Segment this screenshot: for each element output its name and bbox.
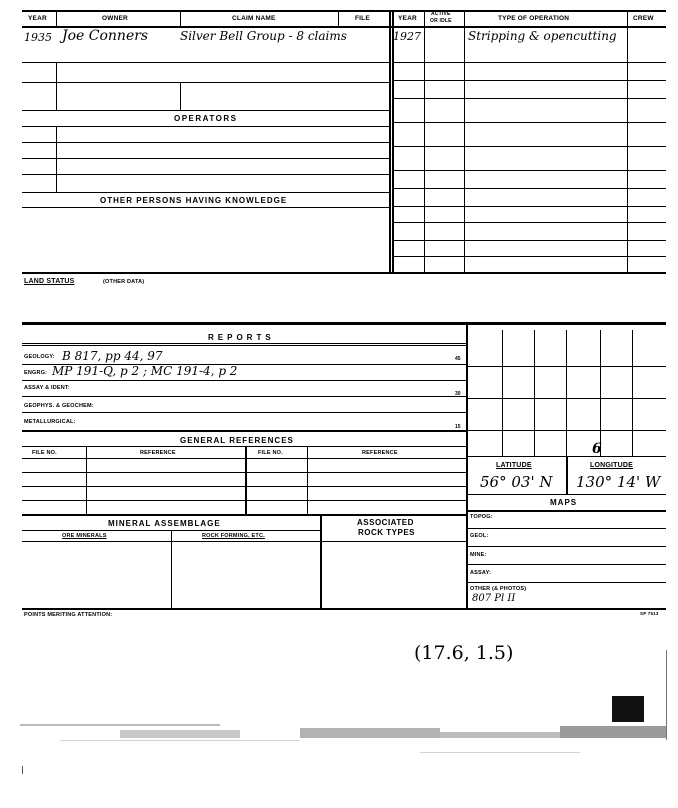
header-year-2: YEAR xyxy=(398,15,417,22)
report-engrg-label: ENGRG: xyxy=(24,370,48,376)
longitude-label: LONGITUDE xyxy=(590,462,634,469)
maps-geol: GEOL: xyxy=(470,533,489,539)
associated-rock-types-1: ASSOCIATED xyxy=(357,518,414,527)
header-file: FILE xyxy=(355,15,370,22)
other-persons-title: OTHER PERSONS HAVING KNOWLEDGE xyxy=(100,196,288,205)
form-number: SP 7513 xyxy=(640,611,659,616)
ref-header-file-no-2: FILE NO. xyxy=(258,450,283,456)
entry-owner: Joe Conners xyxy=(62,28,149,44)
entry-type-of-operation: Stripping & opencutting xyxy=(468,29,617,43)
longitude-value: 130° 14' W xyxy=(576,473,661,491)
reports-title: REPORTS xyxy=(208,333,275,342)
operators-title: OPERATORS xyxy=(174,114,238,123)
entry-claim-name: Silver Bell Group - 8 claims xyxy=(180,29,347,43)
grid-mark: 6 xyxy=(592,441,602,457)
ref-header-file-no-1: FILE NO. xyxy=(32,450,57,456)
ore-minerals-header: ORE MINERALS xyxy=(62,533,107,539)
general-references-title: GENERAL REFERENCES xyxy=(180,436,294,445)
header-or-idle: OR IDLE xyxy=(430,18,452,24)
entry-year: 1935 xyxy=(24,31,52,44)
report-num-45: 45 xyxy=(455,356,461,362)
land-status-sub: (OTHER DATA) xyxy=(103,279,145,285)
land-status-label: LAND STATUS xyxy=(24,278,75,285)
ref-header-reference-1: REFERENCE xyxy=(140,450,176,456)
maps-other: OTHER (& PHOTOS) xyxy=(470,586,527,592)
report-geology-value: B 817, pp 44, 97 xyxy=(62,349,163,363)
header-type-of-operation: TYPE OF OPERATION xyxy=(498,15,570,22)
header-year: YEAR xyxy=(28,15,47,22)
points-meriting-attention: POINTS MERITING ATTENTION: xyxy=(24,612,113,618)
report-geophys-label: GEOPHYS. & GEOCHEM: xyxy=(24,403,94,409)
associated-rock-types-2: ROCK TYPES xyxy=(358,528,416,537)
maps-other-value: 807 Pl II xyxy=(472,593,516,604)
header-active: ACTIVE xyxy=(431,11,451,17)
entry-year-2: 1927 xyxy=(393,30,421,43)
report-engrg-value: MP 191-Q, p 2 ; MC 191-4, p 2 xyxy=(52,364,238,378)
handwritten-annotation: (17.6, 1.5) xyxy=(414,642,514,664)
header-owner: OWNER xyxy=(102,15,128,22)
maps-topog: TOPOG: xyxy=(470,514,493,520)
header-crew: CREW xyxy=(633,15,654,22)
header-claim-name: CLAIM NAME xyxy=(232,15,276,22)
maps-title: MAPS xyxy=(550,498,578,507)
latitude-label: LATITUDE xyxy=(496,462,532,469)
maps-mine: MINE: xyxy=(470,552,487,558)
maps-assay: ASSAY: xyxy=(470,570,492,576)
mineral-assemblage-title: MINERAL ASSEMBLAGE xyxy=(108,519,221,528)
report-num-15: 15 xyxy=(455,424,461,430)
report-geology-label: GEOLOGY: xyxy=(24,354,55,360)
ref-header-reference-2: REFERENCE xyxy=(362,450,398,456)
report-metallurgical-label: METALLURGICAL: xyxy=(24,419,76,425)
rock-forming-header: ROCK FORMING, ETC. xyxy=(202,533,265,539)
latitude-value: 56° 03' N xyxy=(480,473,553,491)
report-assay-label: ASSAY & IDENT: xyxy=(24,385,70,391)
report-num-30: 30 xyxy=(455,391,461,397)
